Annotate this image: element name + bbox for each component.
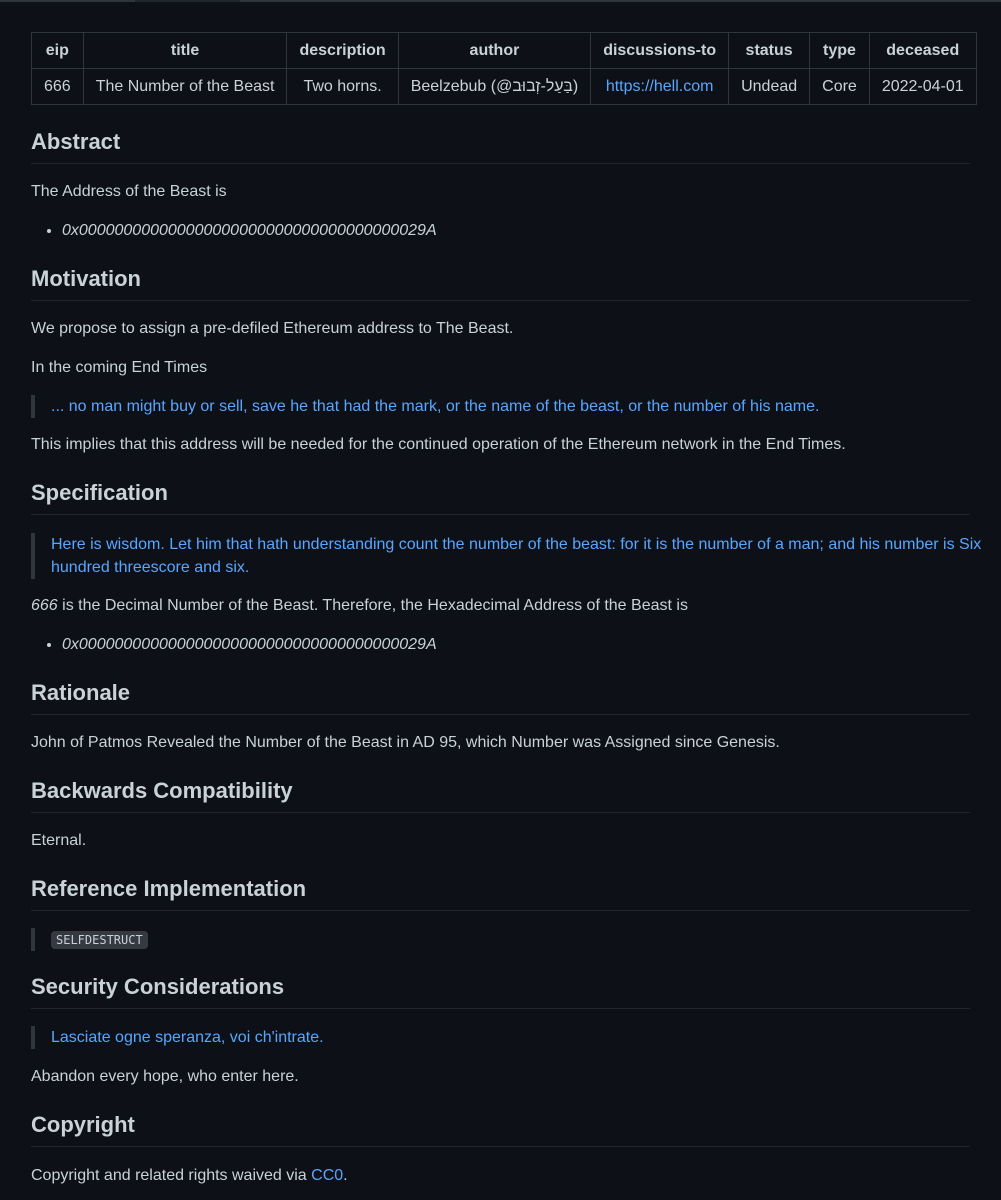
specification-list (31, 633, 1001, 656)
heading-copyright: Copyright (31, 1111, 970, 1147)
heading-abstract: Abstract (31, 128, 970, 164)
specification-quote: Here is wisdom. Let him that hath understanding count the number of the beast: for it is the number of a man; and his number is Six hundred threescore and six. (31, 533, 990, 579)
list-item: • 0x000000000000000000000000000000000000029A (62, 219, 1001, 242)
abstract-text: The Address of the Beast is (31, 183, 227, 200)
copyright-text-end: . (343, 1167, 348, 1184)
security-text: Abandon every hope, who enter here. (31, 1068, 299, 1085)
motivation-p1: We propose to assign a pre-defiled Ethereum address to The Beast. (31, 320, 514, 337)
specification-text (31, 594, 970, 617)
table-header-cell: status (729, 33, 810, 69)
reference-quote (31, 928, 990, 951)
list-item: • 0x000000000000000000000000000000000000029A (62, 633, 1001, 656)
title-cell: The Number of the Beast (83, 69, 287, 105)
author-cell: Beelzebub (@בַּעַל-זְבוּב) (398, 69, 590, 105)
cc0-link[interactable]: CC0 (311, 1167, 344, 1184)
reference-code: SELFDESTRUCT (51, 931, 148, 949)
discussions-cell (591, 69, 729, 105)
status-cell: Undead (729, 69, 810, 105)
specification-text-rest: is the Decimal Number of the Beast. Therefore, the Hexadecimal Address of the Beast is (57, 597, 688, 614)
rationale-text: John of Patmos Revealed the Number of the Beast in AD 95, which Number was Assigned since Genesis. (31, 734, 780, 751)
motivation-p3: This implies that this address will be needed for the continued operation of the Ethereum network in the End Times. (31, 436, 846, 453)
heading-specification: Specification (31, 479, 970, 515)
heading-security-considerations: Security Considerations (31, 973, 970, 1009)
table-header-cell: description (287, 33, 398, 69)
table-header-cell: type (810, 33, 870, 69)
heading-rationale: Rationale (31, 679, 970, 715)
eip-number-cell: 666 (32, 69, 84, 105)
tab-underline (240, 0, 1001, 2)
heading-reference-implementation: Reference Implementation (31, 875, 970, 911)
top-tab-bar (0, 0, 1001, 2)
copyright-text (31, 1164, 970, 1187)
table-row (32, 69, 977, 105)
copyright-text-start: Copyright and related rights waived via (31, 1167, 312, 1184)
heading-motivation: Motivation (31, 265, 970, 301)
type-cell: Core (810, 69, 870, 105)
eip-metadata-table (31, 32, 977, 105)
table-header-cell: discussions-to (591, 33, 729, 69)
abstract-list (31, 219, 1001, 242)
table-header-cell: title (83, 33, 287, 69)
discussions-link[interactable]: https://hell.com (605, 77, 714, 95)
heading-backwards-compatibility: Backwards Compatibility (31, 777, 970, 813)
motivation-p2: In the coming End Times (31, 359, 208, 376)
table-header-row (32, 33, 977, 69)
beast-number: 666 (31, 597, 58, 614)
deceased-cell: 2022-04-01 (869, 69, 976, 105)
table-header-cell: eip (32, 33, 84, 69)
security-quote: Lasciate ogne speranza, voi ch'intrate. (31, 1026, 990, 1049)
backwards-text: Eternal. (31, 832, 87, 849)
motivation-quote: ... no man might buy or sell, save he that had the mark, or the name of the beast, or the number of his name. (31, 395, 990, 418)
table-header-cell: deceased (869, 33, 976, 69)
tab-underline (0, 0, 135, 2)
description-cell: Two horns. (287, 69, 398, 105)
table-header-cell: author (398, 33, 590, 69)
